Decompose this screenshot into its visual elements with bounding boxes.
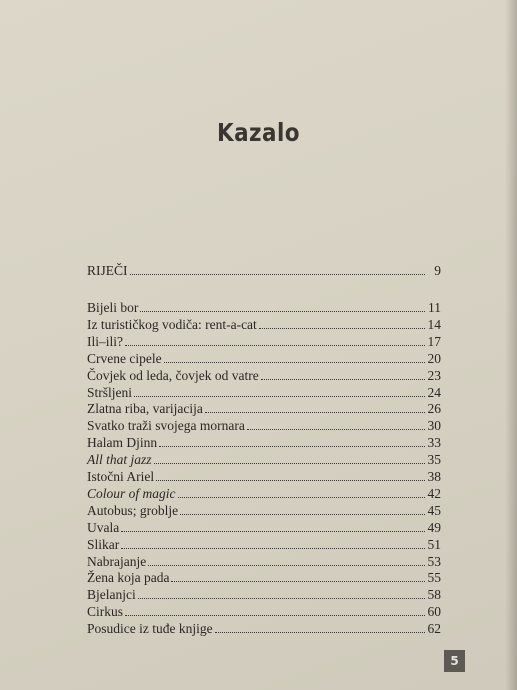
dot-leader <box>140 311 425 312</box>
toc-entry-title: Žena koja pada <box>87 570 170 586</box>
toc-entry-page: 55 <box>427 570 441 586</box>
toc-entry <box>87 316 441 333</box>
toc-entry <box>87 569 441 586</box>
toc-entry <box>87 603 441 620</box>
toc-entry-page: 58 <box>427 587 441 603</box>
toc-entry-title: Stršljeni <box>87 384 133 400</box>
dot-leader <box>180 514 425 515</box>
toc-entry <box>87 384 441 401</box>
toc-entry-page: 42 <box>427 485 441 501</box>
dot-leader <box>178 497 425 498</box>
toc-entry-page: 45 <box>427 502 441 518</box>
toc-entry-page: 20 <box>427 350 441 366</box>
dot-leader <box>134 396 425 397</box>
toc-entry-page: 62 <box>427 621 441 637</box>
toc-entry <box>87 553 441 570</box>
toc-entry-title: Bjelanjci <box>87 587 136 603</box>
dot-leader <box>121 531 425 532</box>
dot-leader <box>154 463 425 464</box>
toc-entry-page: 53 <box>427 553 441 569</box>
toc-entry-title: Posudice iz tuđe knjige <box>87 621 213 637</box>
dot-leader <box>159 446 425 447</box>
toc-entry-title: Autobus; groblje <box>87 502 179 518</box>
toc-entry-title: Uvala <box>87 519 120 535</box>
toc-entry <box>87 468 441 485</box>
toc-entry <box>87 536 441 553</box>
toc-entry-page: 26 <box>427 401 441 417</box>
toc-entry-title: Istočni Ariel <box>87 469 155 484</box>
dot-leader <box>259 328 425 329</box>
toc-section-entry <box>87 262 441 279</box>
toc-entry <box>87 350 441 367</box>
toc-entry-page: 51 <box>427 536 441 552</box>
dot-leader <box>138 598 425 599</box>
toc-entry <box>87 586 441 603</box>
toc-entry-page: 49 <box>427 519 441 535</box>
toc-entry-title: RIJEČI <box>87 263 128 278</box>
toc-entry <box>87 400 441 417</box>
dot-leader <box>171 581 425 582</box>
dot-leader <box>125 615 425 616</box>
toc-entry <box>87 620 441 637</box>
toc-entry <box>87 333 441 350</box>
toc-entry-title: Slikar <box>87 536 120 552</box>
toc-entry-page: 35 <box>427 452 441 468</box>
toc-entry-page: 30 <box>427 418 441 434</box>
toc-entry-page: 14 <box>427 316 441 332</box>
toc-entry-title: Čovjek od leda, čovjek od vatre <box>87 367 259 383</box>
toc-entry-title: Bijeli bor <box>87 300 139 315</box>
toc-entry-page: 9 <box>434 263 441 278</box>
toc-entry-page: 23 <box>427 367 441 383</box>
toc-entry <box>87 299 441 316</box>
toc-entry-title: All that jazz <box>87 452 152 468</box>
toc-entry-page: 33 <box>427 435 441 451</box>
toc-entry-title: Halam Djinn <box>87 435 158 451</box>
page-number-badge: 5 <box>444 650 465 672</box>
toc-entry-title: Ili–ili? <box>87 333 123 349</box>
toc-entry-title: Cirkus <box>87 604 124 620</box>
toc-entry <box>87 519 441 536</box>
toc-entry <box>87 502 441 519</box>
toc-entry-title: Nabrajanje <box>87 553 147 569</box>
toc-entry-title: Zlatna riba, varijacija <box>87 401 203 417</box>
dot-leader <box>148 565 425 566</box>
toc-entry <box>87 434 441 451</box>
toc-entry-title: Svatko traži svojega mornara <box>87 418 245 434</box>
dot-leader <box>121 548 425 549</box>
toc-entry <box>87 367 441 384</box>
dot-leader <box>205 412 425 413</box>
toc-entry-page: 24 <box>427 384 441 400</box>
dot-leader <box>215 632 425 633</box>
toc-entry-page: 38 <box>427 469 441 484</box>
toc-entry-title: Crvene cipele <box>87 350 162 366</box>
toc-entry-page: 11 <box>428 300 441 315</box>
dot-leader <box>247 429 425 430</box>
toc-entry <box>87 485 441 502</box>
page-title: Kazalo <box>217 118 300 147</box>
toc-entry-page: 17 <box>427 333 441 349</box>
dot-leader <box>164 362 425 363</box>
toc-entry <box>87 417 441 434</box>
dot-leader <box>261 379 425 380</box>
toc-entry <box>87 451 441 468</box>
toc-entry-title: Iz turističkog vodiča: rent-a-cat <box>87 316 257 332</box>
dot-leader <box>125 345 425 346</box>
toc-entry-page: 60 <box>427 604 441 620</box>
dot-leader <box>156 480 425 481</box>
toc-entry-title: Colour of magic <box>87 485 176 501</box>
dot-leader <box>130 274 426 275</box>
